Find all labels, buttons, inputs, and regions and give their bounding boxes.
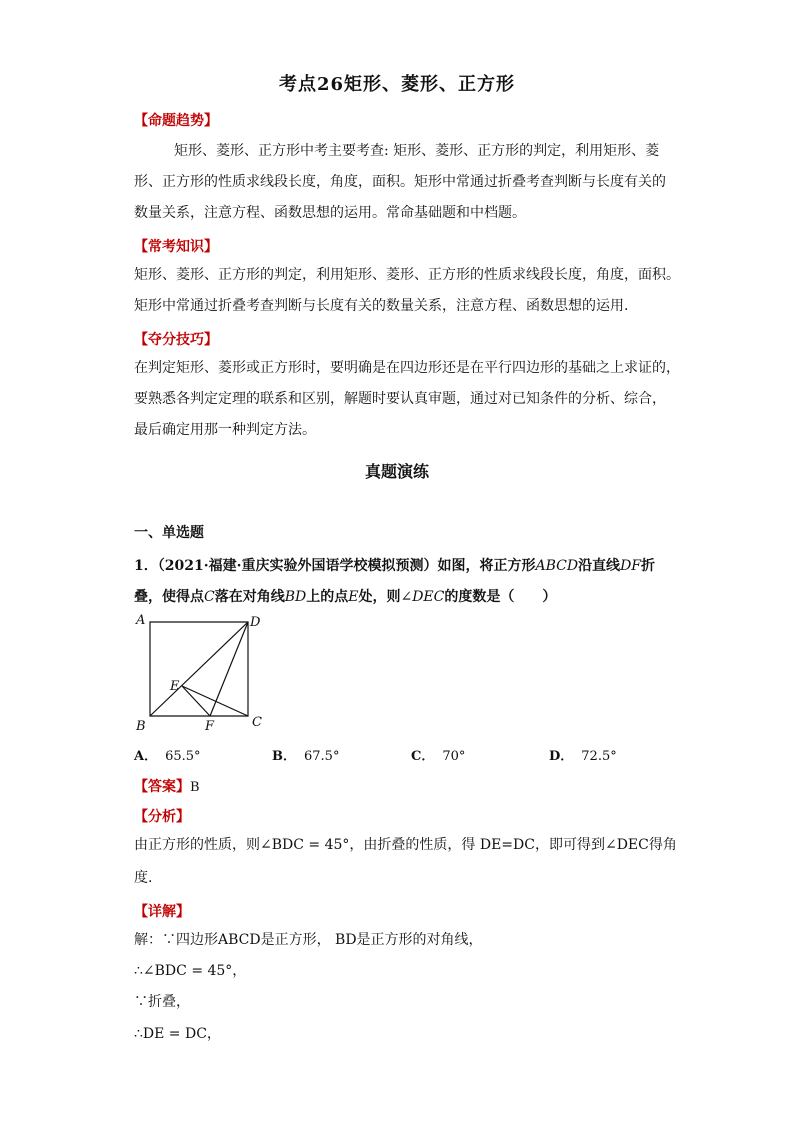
option-d[interactable] [549,745,617,764]
question-line2-prefix: 叠，使得点 [134,589,204,605]
option-d-value: 72.5° [581,749,617,764]
label-f: F [205,719,215,734]
tips-heading: 【夺分技巧】 [134,332,218,348]
option-d-letter: D． [549,749,574,764]
label-c: C [252,715,262,730]
option-b-letter: B． [272,749,296,764]
option-c-letter: C． [411,749,435,764]
knowledge-heading: 【常考知识】 [134,239,218,255]
angle-dec: ∠DEC [400,589,445,605]
page-title: 考点26矩形、菱形、正方形 [278,74,516,95]
point-c: C [204,589,215,605]
answer-row [134,776,200,796]
trend-line-1: 矩形、菱形、正方形中考主要考查: 矩形、菱形、正方形的判定，利用矩形、菱 [174,143,660,159]
question-then: 处，则 [358,589,401,605]
option-b-value: 67.5° [304,749,340,764]
square-abcd: ABCD [535,558,579,574]
practice-title: 真题演练 [364,462,429,481]
answer-heading: 【答案】 [134,779,190,795]
question-along: 沿直线 [578,558,621,574]
analysis-line-1: 由正方形的性质，则∠BDC = 45°，由折叠的性质，得 DE=DC，即可得到∠DEC得角 [134,837,677,853]
answer-value: B [190,780,200,795]
label-a: A [136,613,146,628]
trend-heading: 【命题趋势】 [134,113,218,129]
knowledge-line-2: 矩形中常通过折叠考查判断与长度有关的数量关系，注意方程、函数思想的运用. [134,298,629,314]
detail-line-4: ∴DE = DC， [134,1026,221,1042]
option-c[interactable] [411,745,465,764]
tips-line-2: 要熟悉各判定定理的联系和区别，解题时要认真审题，通过对已知条件的分析、综合， [134,391,666,407]
knowledge-line-1: 矩形、菱形、正方形的判定，利用矩形、菱形、正方形的性质求线段长度，角度，面积。 [134,267,680,283]
question-falls-on: 落在对角线 [214,589,285,605]
question-suffix: 的度数是（ ） [444,589,557,605]
option-a[interactable] [134,745,201,764]
option-b[interactable] [272,745,339,764]
question-line-2 [134,590,556,604]
analysis-heading: 【分析】 [134,809,190,825]
diagonal-bd-line [150,622,248,716]
label-e: E [170,679,180,694]
question-prefix: 1．（2021·福建·重庆实验外国语学校模拟预测）如图，将正方形 [134,558,536,574]
detail-line-1: 解：∵四边形ABCD是正方形， BD是正方形的对角线， [134,932,483,948]
section-single-choice: 一、单选题 [134,525,204,541]
detail-line-2: ∴∠BDC = 45°， [134,963,247,979]
point-e: E [348,589,359,605]
option-c-value: 70° [442,749,466,764]
question-line-1 [134,559,655,573]
option-a-value: 65.5° [165,749,201,764]
detail-heading: 【详解】 [134,904,190,920]
tips-line-1: 在判定矩形、菱形或正方形时，要明确是在四边形还是在平行四边形的基础之上求证的， [134,360,680,376]
segment-ef [182,686,210,716]
square-fold-figure [128,612,268,737]
question-point-label: 上的点 [306,589,349,605]
trend-line-2: 形、正方形的性质求线段长度，角度，面积。矩形中常通过折叠考查判断与长度有关的 [134,174,666,190]
line-df: DF [620,558,642,574]
label-b: B [136,719,146,734]
tips-line-3: 最后确定用那一种判定方法。 [134,422,316,438]
detail-line-3: ∵折叠， [134,994,190,1010]
label-d: D [250,615,261,630]
trend-line-3: 数量关系，注意方程、函数思想的运用。常命基础题和中档题。 [134,205,526,221]
diagonal-bd: BD [284,589,307,605]
option-a-letter: A． [134,749,158,764]
analysis-line-2: 度. [134,870,153,886]
segment-ec [182,686,248,716]
question-fold: 折 [641,558,656,574]
